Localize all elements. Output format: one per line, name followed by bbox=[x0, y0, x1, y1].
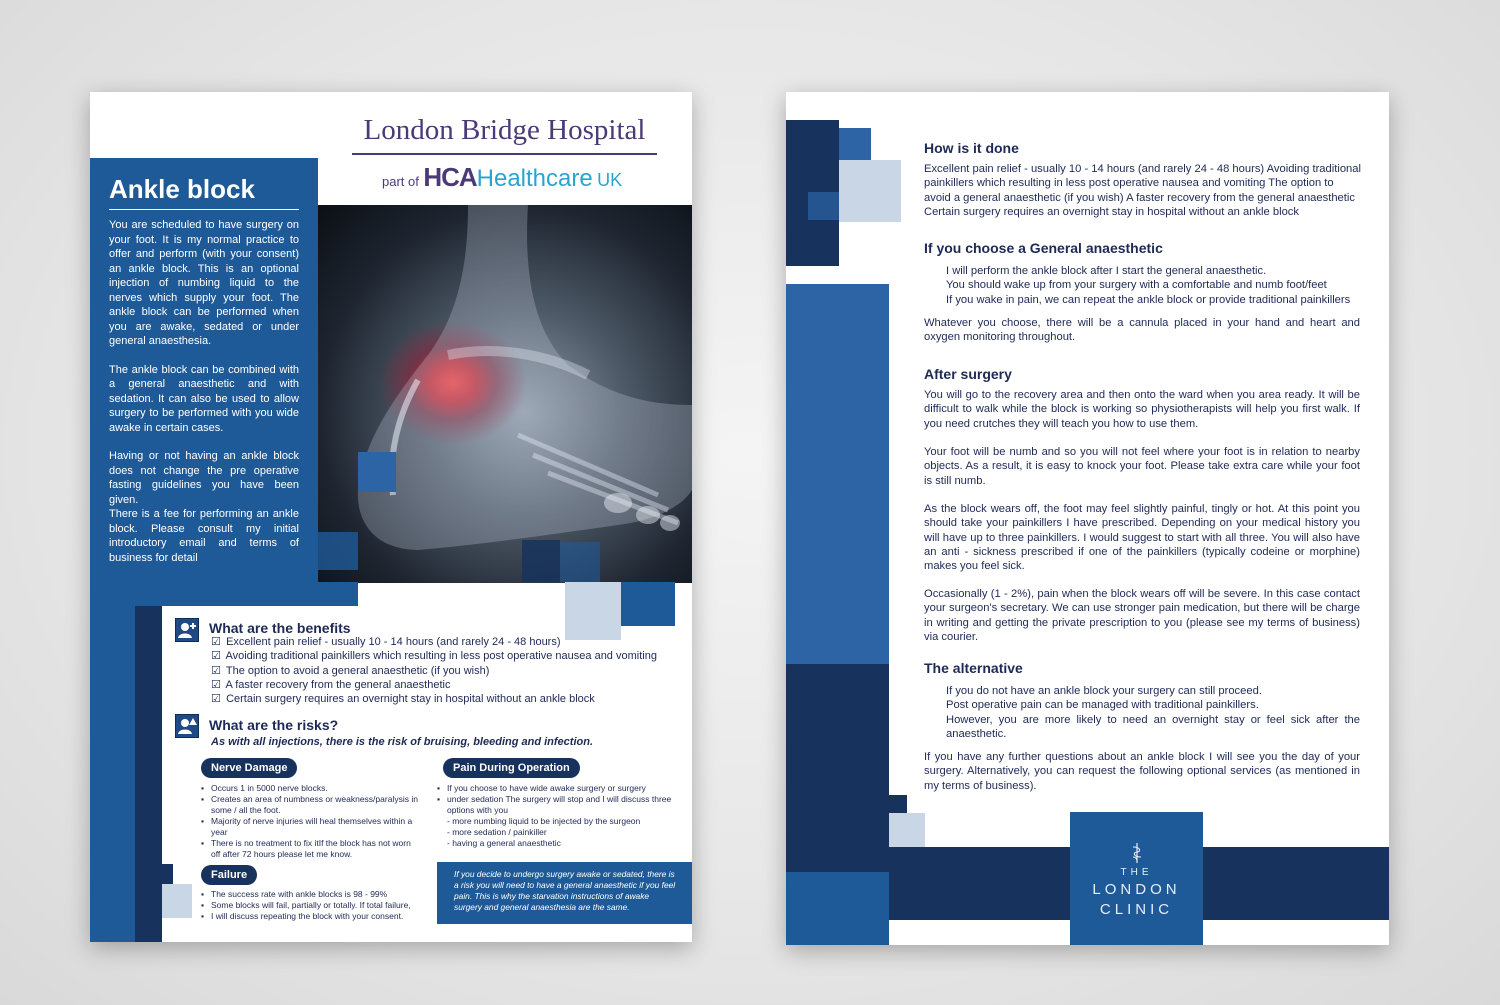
ga-after-text: Whatever you choose, there will be a cannula placed in your hand and heart and oxygen monitoring throughout. bbox=[924, 317, 1360, 344]
pain-list bbox=[437, 783, 672, 849]
after-paragraph: Occasionally (1 - 2%), pain when the block wears off will be severe. In this case contact your surgeon's secretary. We can use stronger pain medication, but there will be charge in writing and getting the private prescription to you (please see my terms of business) via courier. bbox=[924, 588, 1360, 643]
checkbox-icon: ☑ bbox=[211, 650, 221, 663]
decor-square bbox=[153, 864, 173, 884]
list-item: ☑ The option to avoid a general anaesthetic (if you wish) bbox=[211, 664, 490, 677]
healthcare-wordmark: Healthcare bbox=[476, 165, 593, 192]
risks-subtitle: As with all injections, there is the risk of bruising, bleeding and infection. bbox=[211, 736, 593, 748]
list-item: If you wake in pain, we can repeat the ankle block or provide traditional painkillers bbox=[946, 293, 1351, 306]
how-text: Excellent pain relief - usually 10 - 14 hours (and rarely 24 - 48 hours) Avoiding traditional painkillers which resulting in less post operative nausea and vomiting The option to avoid a general anaesthetic (if you wish) A faster recovery from the general anaesthetic Certain surgery requires an overnight stay in hospital without an ankle block bbox=[924, 163, 1361, 218]
brochure-front-page bbox=[90, 92, 692, 942]
closing-text: If you have any further questions about an ankle block I will see you the day of your surgery. Alternatively, you can request the following optional services (as mentioned in my terms of business). bbox=[924, 751, 1360, 792]
decor-square bbox=[522, 540, 560, 582]
list-item: You should wake up from your surgery with a comfortable and numb foot/feet bbox=[946, 279, 1327, 292]
clinic-name-line2: CLINIC bbox=[1099, 901, 1174, 918]
benefits-list bbox=[211, 635, 657, 706]
decor-square bbox=[621, 582, 675, 626]
ga-list bbox=[946, 264, 1360, 307]
nerve-damage-badge: Nerve Damage bbox=[201, 758, 297, 778]
decor-square bbox=[318, 582, 358, 606]
london-clinic-logo bbox=[1070, 812, 1203, 945]
checkbox-icon: ☑ bbox=[211, 693, 221, 706]
list-sub-item: - having a general anaesthetic bbox=[447, 838, 561, 848]
checkbox-icon: ☑ bbox=[211, 678, 221, 691]
checkbox-icon: ☑ bbox=[211, 636, 221, 648]
list-item: ▪ The success rate with ankle blocks is 98 - 99% bbox=[201, 889, 431, 900]
list-item: ▪ Some blocks will fail, partially or totally. If total failure, bbox=[201, 900, 431, 911]
after-paragraph: Your foot will be numb and so you will not feel where your foot is in relation to nearby objects. As a result, it is easy to knock your foot. Please take extra care while your foot is still numb. bbox=[924, 446, 1360, 487]
list-item: ☑ Excellent pain relief - usually 10 - 14 hours (and rarely 24 - 48 hours) bbox=[211, 636, 561, 648]
pain-during-operation-badge: Pain During Operation bbox=[443, 758, 580, 778]
list-item: ▪ Creates an area of numbness or weakness/paralysis in some / all the foot. bbox=[201, 794, 421, 816]
intro-text bbox=[109, 218, 299, 565]
list-item: However, you are more likely to need an overnight stay or feel sick after the anaesthetic. bbox=[946, 713, 1360, 740]
intro-paragraph: You are scheduled to have surgery on your foot. It is my normal practice to offer and perform (with your consent) an ankle block. This is an optional injection of numbing liquid to the nerves which supply your foot. The ankle block can be performed when you are awake, sedated or under general anaesthesia. bbox=[109, 219, 299, 347]
risks-heading: What are the risks? bbox=[209, 717, 339, 733]
hospital-name: London Bridge Hospital bbox=[352, 114, 657, 155]
part-of-label: part of bbox=[382, 174, 419, 189]
footer-block bbox=[786, 872, 889, 945]
decor-square bbox=[560, 542, 600, 582]
decor-square bbox=[839, 128, 871, 160]
intro-paragraph: There is a fee for performing an ankle block. Please consult my initial introductory email and terms of business for detail bbox=[109, 508, 299, 564]
list-item: ▪ Occurs 1 in 5000 nerve blocks. bbox=[201, 783, 421, 794]
how-heading: How is it done bbox=[924, 140, 1019, 156]
benefits-heading: What are the benefits bbox=[209, 620, 351, 636]
user-add-icon bbox=[175, 618, 199, 642]
uk-wordmark: UK bbox=[597, 170, 623, 190]
checkbox-icon: ☑ bbox=[211, 664, 221, 677]
left-stripe-inner bbox=[90, 606, 135, 942]
page-title: Ankle block bbox=[109, 174, 299, 210]
decor-square-light bbox=[565, 582, 621, 640]
decor-square bbox=[808, 192, 839, 220]
after-paragraph: As the block wears off, the foot may feel slightly painful, tingly or hot. At this point you should take your painkillers I have prescribed. Depending on your medical history you will have up to three painkillers. I would suggest to start with all three. You will also have an anti - sickness prescribed if one of the painkillers (typically codeine or morphine) makes you feel sick. bbox=[924, 503, 1360, 573]
list-sub-item: - more numbing liquid to be injected by the surgeon bbox=[447, 816, 641, 826]
failure-badge: Failure bbox=[201, 865, 257, 885]
decor-square bbox=[358, 452, 396, 492]
list-sub-item: - more sedation / painkiller bbox=[447, 827, 547, 837]
after-heading: After surgery bbox=[924, 366, 1012, 382]
note-box bbox=[437, 862, 692, 924]
user-warning-icon bbox=[175, 714, 199, 738]
list-item: ☑ Certain surgery requires an overnight stay in hospital without an ankle block bbox=[211, 693, 595, 706]
note-text: If you decide to undergo surgery awake or sedated, there is a risk you will need to have a general anaesthetic if you feel pain. This is why the starvation instructions of awake surgery and general anaesthesia are the same. bbox=[454, 869, 676, 912]
list-item: ▪ If you choose to have wide awake surgery or surgery bbox=[437, 783, 672, 794]
list-item: ▪ I will discuss repeating the block with your consent. bbox=[201, 911, 431, 922]
list-item: ☑ A faster recovery from the general anaesthetic bbox=[211, 678, 451, 691]
ankle-xray-image bbox=[318, 205, 692, 583]
list-item: Post operative pain can be managed with traditional painkillers. bbox=[946, 699, 1259, 712]
decor-square bbox=[889, 795, 907, 813]
decor-square-light bbox=[839, 160, 901, 222]
failure-list bbox=[201, 889, 431, 922]
decor-square bbox=[872, 830, 889, 847]
list-item: I will perform the ankle block after I start the general anaesthetic. bbox=[946, 265, 1267, 277]
decor-square bbox=[135, 902, 155, 918]
foot-bones-illustration bbox=[318, 205, 692, 583]
decor-column-light bbox=[786, 284, 889, 664]
hca-wordmark: HCA bbox=[423, 162, 477, 192]
alternative-heading: The alternative bbox=[924, 660, 1023, 676]
list-item: ▪ under sedation The surgery will stop and I will discuss three options with you bbox=[437, 794, 672, 816]
caduceus-icon bbox=[1128, 842, 1146, 864]
clinic-the: THE bbox=[1120, 867, 1153, 878]
alternative-list bbox=[946, 684, 1360, 741]
intro-paragraph: The ankle block can be combined with a general anaesthetic and with sedation. It can also be used to allow surgery to be performed with you wide awake in certain cases. bbox=[109, 363, 299, 434]
after-paragraph: You will go to the recovery area and then onto the ward when you area ready. It will be difficult to walk while the block is working so physiotherapists will help you first walk. If you need crutches they will teach you how to use them. bbox=[924, 389, 1360, 430]
decor-square bbox=[318, 532, 358, 570]
clinic-name-line1: LONDON bbox=[1092, 881, 1181, 898]
list-item: ▪ Majority of nerve injuries will heal themselves within a year bbox=[201, 816, 421, 838]
list-item: If you do not have an ankle block your surgery can still proceed. bbox=[946, 685, 1262, 697]
ga-heading: If you choose a General anaesthetic bbox=[924, 240, 1163, 256]
intro-paragraph: Having or not having an ankle block does not change the pre operative fasting guidelines you have been given. bbox=[109, 450, 299, 506]
nerve-damage-list bbox=[201, 783, 421, 860]
brochure-back-page bbox=[786, 92, 1389, 945]
list-item: ☑ Avoiding traditional painkillers which resulting in less post operative nausea and vomiting bbox=[211, 650, 657, 663]
hca-logo bbox=[382, 162, 622, 193]
list-item: ▪ There is no treatment to fix itIf the block has not worn off after 72 hours please let me know. bbox=[201, 838, 421, 860]
decor-square-light bbox=[889, 813, 925, 847]
decor-square-light bbox=[162, 884, 192, 918]
